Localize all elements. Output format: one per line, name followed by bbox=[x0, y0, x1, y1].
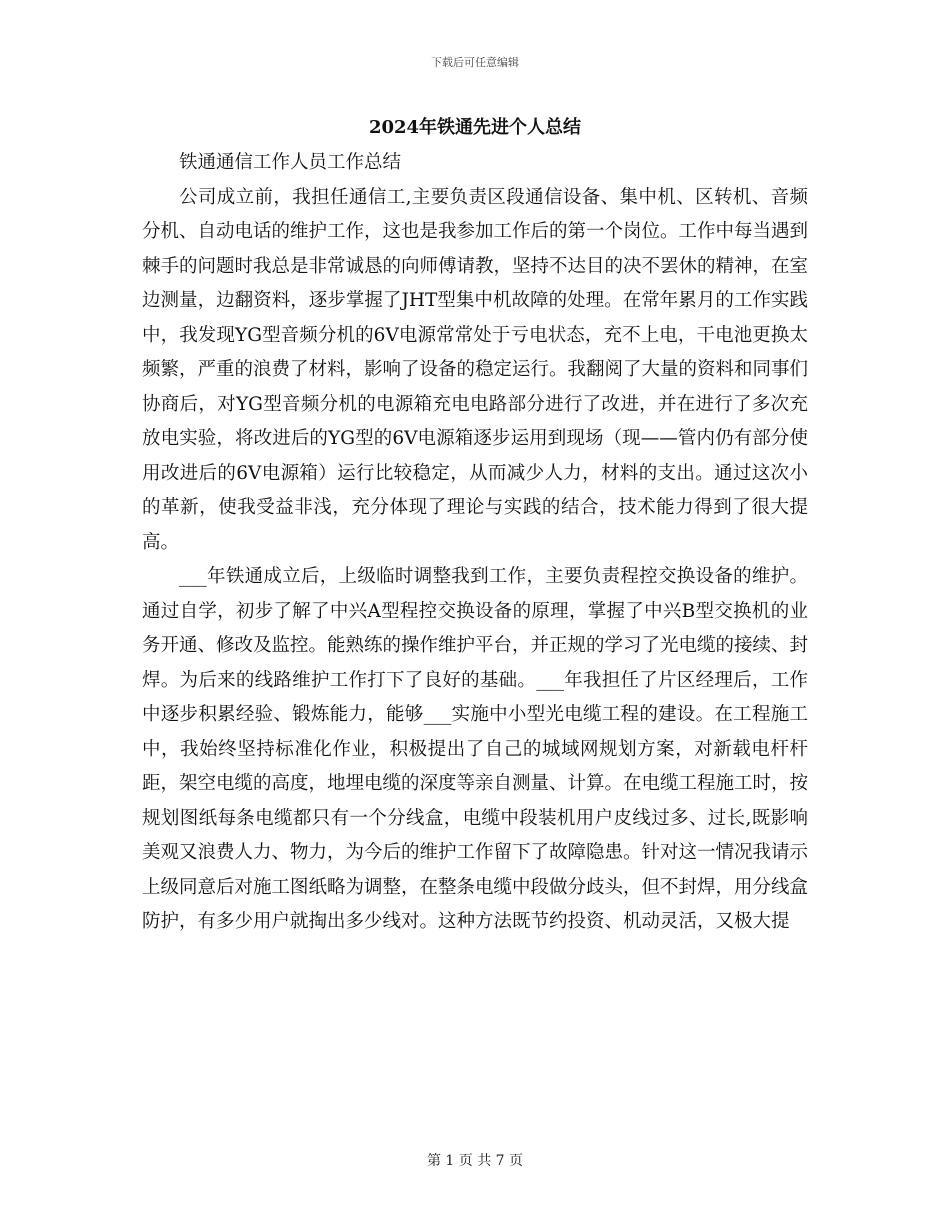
paragraph: ___年铁通成立后，上级临时调整我到工作，主要负责程控交换设备的维护。通过自学，初步了解了中兴A型程控交换设备的原理，掌握了中兴B型交换机的业务开通、修改及监控。能熟练的操作维护平台，并正规的学习了光电缆的接续、封焊。为后来的线路维护工作打下了良好的基础。___年我担任了片区经理后，工作中逐步积累经验、锻炼能力，能够___实施中小型光电缆工程的建设。在工程施工中，我始终坚持标准化作业，积极提出了自己的城域网规划方案，对新载电杆杆距，架空电缆的高度，地埋电缆的深度等亲自测量、计算。在电缆工程施工时，按规划图纸每条电缆都只有一个分线盒，电缆中段装机用户皮线过多、过长,既影响美观又浪费人力、物力，为今后的维护工作留下了故障隐患。针对这一情况我请示上级同意后对施工图纸略为调整，在整条电缆中段做分歧头，但不封焊，用分线盒防护，有多少用户就掏出多少线对。这种方法既节约投资、机动灵活，又极大提 bbox=[142, 566, 809, 932]
paragraph: 公司成立前，我担任通信工,主要负责区段通信设备、集中机、区转机、音频分机、自动电话的维护工作，这也是我参加工作后的第一个岗位。工作中每当遇到棘手的问题时我总是非常诚恳的向师傅请教，坚持不达目的决不罢休的精神，在室边测量，边翻资料，逐步掌握了JHT型集中机故障的处理。在常年累月的工作实践中，我发现YG型音频分机的6V电源常常处于亏电状态，充不上电，干电池更换太频繁，严重的浪费了材料，影响了设备的稳定运行。我翻阅了大量的资料和同事们协商后，对YG型音频分机的电源箱充电电路部分进行了改进，并在进行了多次充放电实验，将改进后的YG型的6V电源箱逐步运用到现场（现——管内仍有部分使用改进后的6V电源箱）运行比较稳定，从而减少人力，材料的支出。通过这次小的革新，使我受益非浅，充分体现了理论与实践的结合，技术能力得到了很大提高。 bbox=[142, 186, 809, 553]
page-number: 第 1 页 共 7 页 bbox=[426, 1153, 524, 1169]
document-title: 2024年铁通先进个人总结 bbox=[368, 117, 582, 138]
header-note: 下载后可任意编辑 bbox=[431, 56, 519, 69]
document-body bbox=[142, 146, 808, 940]
document-subtitle: 铁通通信工作人员工作总结 bbox=[179, 152, 402, 173]
